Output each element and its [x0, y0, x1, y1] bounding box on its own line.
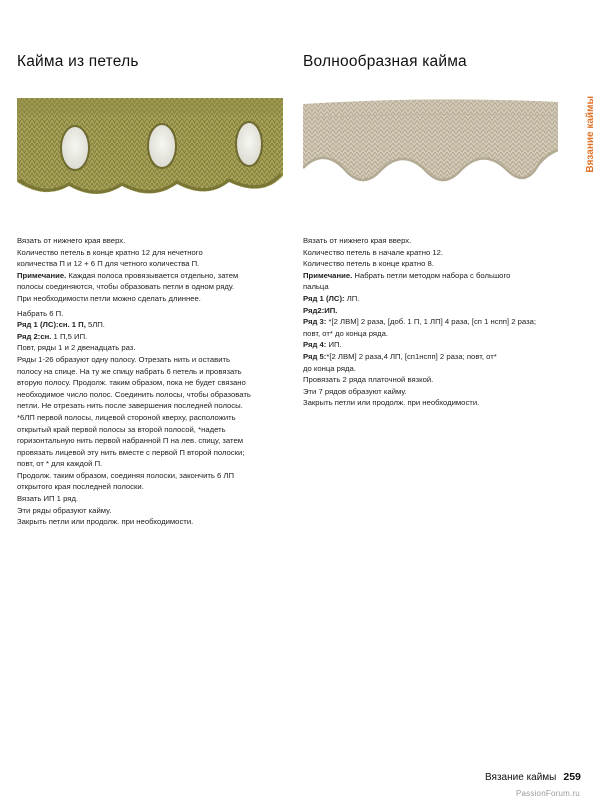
- instruction-line: Закрыть петли или продолж. при необходимости.: [17, 517, 194, 527]
- instruction-line: Ряд 3: *[2 ЛВМ] 2 раза, [доб. 1 П, 1 ЛП] 4 раза, [сп 1 нспп] 2 раза;: [303, 317, 537, 327]
- instruction-line: Продолж. таким образом, соединяя полоски, закончить 6 ЛП: [17, 470, 235, 480]
- instruction-bold: Примечание.: [17, 270, 67, 280]
- instruction-line: Ряд 5:*[2 ЛВМ] 2 раза,4 ЛП, [сп1нспп] 2 раза; повт, от*: [303, 351, 497, 361]
- instruction-line: полосу на спице. На ту же спицу набрать 6 петель и провязать: [17, 366, 242, 376]
- right-pattern-instructions: [303, 235, 565, 409]
- watermark: PassionForum.ru: [516, 789, 580, 798]
- instruction-line: Количество петель в начале кратно 12.: [303, 247, 444, 257]
- instruction-line: Ряд 1 (ЛС):сн. 1 П, 5ЛП.: [17, 320, 105, 330]
- instruction-line: Провязать 2 ряда платочной вязкой.: [303, 375, 434, 385]
- page-number: 259: [563, 771, 581, 783]
- left-pattern-title: Кайма из петель: [17, 53, 139, 70]
- instruction-line: Набрать 6 П.: [17, 308, 64, 318]
- instruction-bold: Ряд 1 (ЛС):сн. 1 П,: [17, 320, 86, 330]
- instruction-bold: Ряд 1 (ЛС):: [303, 293, 345, 303]
- left-pattern-instructions: [17, 235, 285, 528]
- instruction-line: Ряд 1 (ЛС): ЛП.: [303, 293, 360, 303]
- instruction-line: необходимое число полос. Соединить полосы, чтобы образовать: [17, 389, 251, 399]
- instruction-line: Ряды 1-26 образуют одну полосу. Отрезать нить и оставить: [17, 354, 231, 364]
- instruction-bold: Ряд2:ИП.: [303, 305, 338, 315]
- instruction-line: повт, от * для каждой П.: [17, 459, 103, 469]
- page-footer: [485, 771, 581, 783]
- instruction-line: Закрыть петли или продолж. при необходимости.: [303, 398, 480, 408]
- instruction-line: *6ЛП первой полосы, лицевой стороной кверху, расположить: [17, 412, 236, 422]
- right-pattern-title: Волнообразная кайма: [303, 53, 467, 70]
- instruction-line: Количество петель в конце кратно 12 для нечетного: [17, 247, 203, 257]
- instruction-line: Примечание. Каждая полоса провязывается отдельно, затем: [17, 270, 239, 280]
- instruction-line: Эти 7 рядов образуют кайму.: [303, 386, 407, 396]
- instruction-line: полосы соединяются, чтобы образовать петли в одном ряду.: [17, 282, 235, 292]
- instruction-line: открытого края последней полоски.: [17, 482, 144, 492]
- footer-section-title: Вязание каймы: [485, 772, 557, 783]
- instruction-bold: Примечание.: [303, 270, 353, 280]
- instruction-line: пальца: [303, 282, 329, 292]
- instruction-line: повт, от* до конца ряда.: [303, 328, 388, 338]
- instruction-line: количества П и 12 + 6 П для четного количества П.: [17, 259, 200, 269]
- instruction-line: Ряд 4: ИП.: [303, 340, 342, 350]
- instruction-bold: Ряд 3:: [303, 317, 327, 327]
- loop-border-photo: [17, 98, 283, 204]
- instruction-bold: Ряд 4:: [303, 340, 327, 350]
- instruction-line: Вязать от нижнего края вверх.: [303, 236, 412, 245]
- instruction-line: вторую полосу. Продолж. таким образом, пока не будет связано: [17, 378, 246, 388]
- instruction-line: При необходимости петли можно сделать длиннее.: [17, 293, 201, 303]
- instruction-line: Вязать от нижнего края вверх.: [17, 236, 126, 245]
- section-side-label: Вязание каймы: [584, 95, 596, 173]
- instruction-bold: Ряд 5:: [303, 351, 327, 361]
- instruction-line: Повт, ряды 1 и 2 двенадцать раз.: [17, 343, 136, 353]
- instruction-line: до конца ряда.: [303, 363, 356, 373]
- instruction-line: Примечание. Набрать петли методом набора с большого: [303, 270, 511, 280]
- instruction-line: провязать лицевой эту нить вместе с первой П второй полоски;: [17, 447, 245, 457]
- instruction-line: горизонтальную нить первой набранной П на лев. спицу, затем: [17, 436, 244, 446]
- wavy-border-photo: [303, 98, 558, 198]
- instruction-line: петли. Не отрезать нить после завершения последней полосы.: [17, 401, 243, 411]
- instruction-line: Вязать ИП 1 ряд.: [17, 494, 79, 504]
- instruction-line: Эти ряды образуют кайму.: [17, 505, 112, 515]
- instruction-line: Количество петель в конце кратно 8.: [303, 259, 434, 269]
- instruction-line: открытый край первой полосы за второй полосой, *надеть: [17, 424, 226, 434]
- instruction-line: [303, 305, 565, 317]
- instruction-line: Ряд 2:сн. 1 П,5 ИП.: [17, 331, 88, 341]
- instruction-bold: Ряд 2:сн.: [17, 331, 52, 341]
